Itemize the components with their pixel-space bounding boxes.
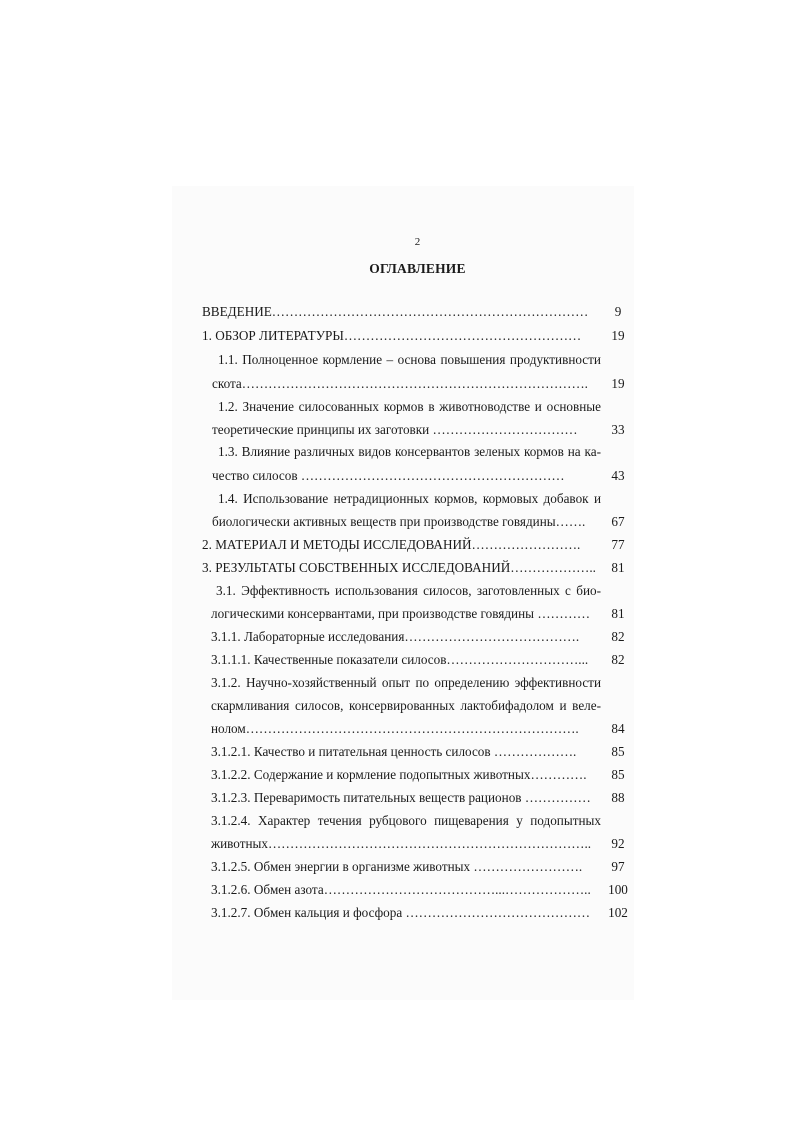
toc-page-number: 9 <box>614 304 622 319</box>
toc-entry-section-1-1: 1.1. Полноценное кормление – основа повышения продуктивности <box>218 352 601 367</box>
toc-page-number: 82 <box>611 629 625 644</box>
toc-page-number: 33 <box>611 422 625 437</box>
toc-page-number: 19 <box>611 376 625 391</box>
toc-entry-section-3-1-2-cont: скармливания силосов, консервированных лактобифадолом и веле- <box>211 698 601 713</box>
toc-page-number: 43 <box>611 468 625 483</box>
toc-page-number: 100 <box>608 882 628 897</box>
toc-page-number: 97 <box>611 859 625 874</box>
toc-title: ОГЛАВЛЕНИЕ <box>369 261 466 276</box>
toc-entry-section-3-1-2-3: 3.1.2.3. Переваримость питательных веществ рационов …………… <box>211 790 591 805</box>
toc-entry-section-1-2-cont: теоретические принципы их заготовки …………………………… <box>212 422 578 437</box>
toc-page-number: 77 <box>611 537 625 552</box>
toc-entry-section-3-1-2-5: 3.1.2.5. Обмен энергии в организме животных ……………………. <box>211 859 583 874</box>
toc-page-number: 84 <box>611 721 625 736</box>
toc-entry-chapter-3: 3. РЕЗУЛЬТАТЫ СОБСТВЕННЫХ ИССЛЕДОВАНИЙ……………….. <box>202 560 596 575</box>
toc-entry-section-1-2: 1.2. Значение силосованных кормов в животноводстве и основные <box>218 399 601 414</box>
toc-entry-section-3-1-2-1: 3.1.2.1. Качество и питательная ценность силосов ………………. <box>211 744 577 759</box>
toc-entry-section-3-1-2: 3.1.2. Научно-хозяйственный опыт по определению эффективности <box>211 675 601 690</box>
toc-entry-section-1-4-cont: биологически активных веществ при производстве говядины……. <box>212 514 586 529</box>
toc-entry-section-1-1-cont: скота……………………………………………………………………. <box>212 376 588 391</box>
toc-page-number: 85 <box>611 767 625 782</box>
toc-page-number: 81 <box>611 560 625 575</box>
toc-page-number: 88 <box>611 790 625 805</box>
toc-entry-section-3-1: 3.1. Эффективность использования силосов, заготовленных с био- <box>216 583 601 598</box>
toc-page-number: 102 <box>608 905 628 920</box>
toc-entry-section-3-1-2-7: 3.1.2.7. Обмен кальция и фосфора …………………………………… <box>211 905 591 920</box>
toc-page-number: 67 <box>611 514 625 529</box>
toc-entry-section-3-1-1: 3.1.1. Лабораторные исследования…………………………………. <box>211 629 580 644</box>
toc-page-number: 92 <box>611 836 625 851</box>
toc-entry-section-3-1-2-4-cont: животных……………………………………………………………….. <box>211 836 592 851</box>
toc-page-number: 82 <box>611 652 625 667</box>
toc-entry-introduction: ВВЕДЕНИЕ……………………………………………………………… <box>202 304 589 319</box>
toc-entry-section-3-1-2-2: 3.1.2.2. Содержание и кормление подопытных животных…………. <box>211 767 587 782</box>
toc-entry-section-3-1-2-cont: нолом…………………………………………………………………. <box>211 721 579 736</box>
toc-entry-section-1-3-cont: чество силосов …………………………………………………… <box>212 468 565 483</box>
toc-page-number: 85 <box>611 744 625 759</box>
toc-entry-chapter-2: 2. МАТЕРИАЛ И МЕТОДЫ ИССЛЕДОВАНИЙ……………………. <box>202 537 581 552</box>
toc-entry-section-3-1-2-6: 3.1.2.6. Обмен азота…………………………………...……………….. <box>211 882 591 897</box>
page-number: 2 <box>414 236 421 248</box>
toc-entry-chapter-1: 1. ОБЗОР ЛИТЕРАТУРЫ……………………………………………… <box>202 328 582 343</box>
toc-entry-section-3-1-cont: логическими консервантами, при производстве говядины ………… <box>211 606 591 621</box>
toc-entry-section-1-4: 1.4. Использование нетрадиционных кормов, кормовых добавок и <box>218 491 601 506</box>
toc-entry-section-3-1-1-1: 3.1.1.1. Качественные показатели силосов…………………………... <box>211 652 589 667</box>
toc-entry-section-1-3: 1.3. Влияние различных видов консервантов зеленых кормов на ка- <box>218 444 601 459</box>
toc-entry-section-3-1-2-4: 3.1.2.4. Характер течения рубцового пищеварения у подопытных <box>211 813 601 828</box>
toc-page-number: 81 <box>611 606 625 621</box>
toc-page-number: 19 <box>611 328 625 343</box>
